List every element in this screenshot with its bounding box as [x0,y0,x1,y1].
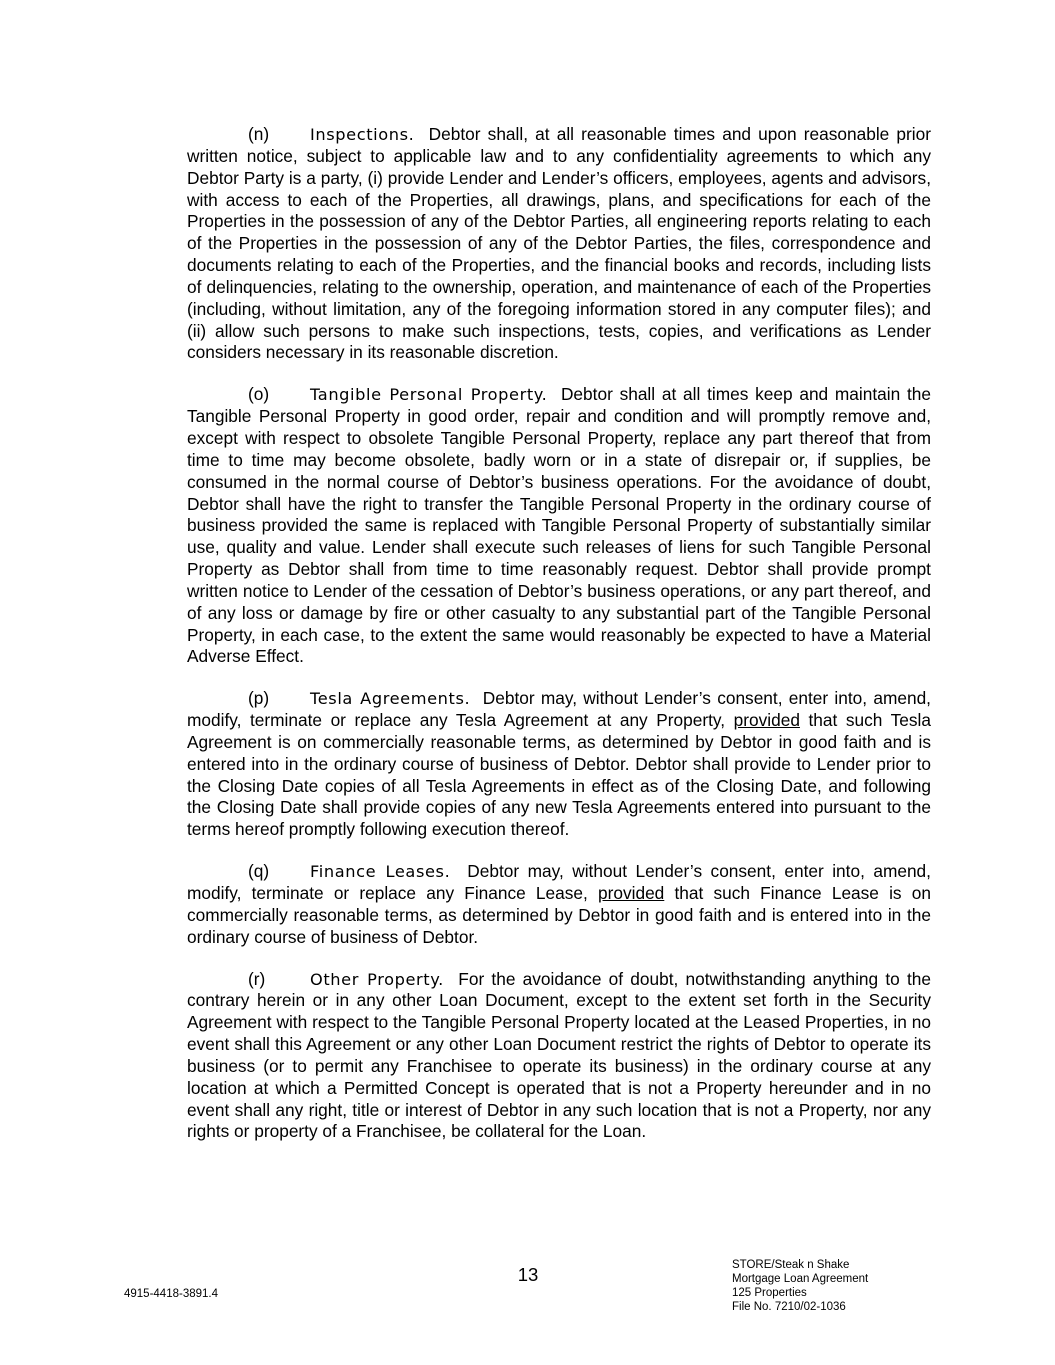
section-heading: Inspections. [310,125,415,144]
section-other-property [187,969,931,1144]
section-heading: Other Property. [310,969,444,989]
section-text: For the avoidance of doubt, notwithstanding anything to the contrary herein or in any other Loan Document, except to the extent set forth in the Security Agreement with respect to the Tangible Personal Property located at the Leased Properties, in no event shall this Agreement or any other Loan Document restrict the rights of Debtor to operate its business (or to permit any Franchisee to operate its business) in the ordinary course at any location at which a Permitted Concept is operated that is not a Property hereunder and in no event shall any right, title or interest of Debtor in any such location that is not a Property, nor any rights or property of a Franchisee, be collateral for the Loan. [187,968,931,1142]
section-tesla-agreements [187,688,931,841]
document-id: 4915-4418-3891.4 [124,1288,218,1300]
section-number: (o) [248,384,270,405]
footer-line-project: STORE/Steak n Shake [732,1259,850,1271]
section-text: Debtor shall, at all reasonable times and upon reasonable prior written notice, subject to applicable law and to any confidentiality agreements to which any Debtor Party is a party, (i) provide Lender and Lender’s officers, employees, agents and advisors, with access to each of the Properties, all drawings, plans, and specifications for each of the Properties in the possession of any of the Debtor Parties, all engineering reports relating to each of the Properties in the possession of any of the Debtor Parties, the files, correspondence and documents relating to each of the Properties, and the financial books and records, including lists of delinquencies, relating to the ownership, operation, and maintenance of each of the Properties (including, without limitation, any of the foregoing information stored in any computer files); and (ii) allow such persons to make such inspections, tests, copies, and verifications as Lender considers necessary in its reasonable discretion. [187,124,931,363]
footer-line-properties: 125 Properties [732,1287,807,1299]
section-number: (n) [248,124,270,144]
footer-line-agreement: Mortgage Loan Agreement [732,1273,869,1285]
section-number: (p) [248,688,270,709]
underlined-provided: provided [733,710,800,731]
section-text-before: Debtor may, without Lender’s consent, enter into, amend, modify, terminate or replace any Finance Lease, [187,861,931,903]
section-heading: Tesla Agreements. [310,689,471,709]
page-number: 13 [517,1264,539,1285]
section-finance-leases [187,861,931,948]
document-body [187,124,931,1163]
underlined-provided: provided [598,883,665,903]
section-heading: Tangible Personal Property. [310,385,548,405]
section-text-before: Debtor may, without Lender’s consent, enter into, amend, modify, terminate or replace any Tesla Agreement at any Property, [187,688,931,731]
section-text-after: that such Finance Lease is on commercially reasonable terms, as determined by Debtor in good faith and is entered into in the ordinary course of business of Debtor. [187,883,931,947]
footer-line-file-number: File No. 7210/02-1036 [732,1301,846,1313]
section-text: Debtor shall at all times keep and maintain the Tangible Personal Property in good order, repair and condition and will promptly remove and, except with respect to obsolete Tangible Personal Property, replace any part thereof that from time to time may become obsolete, badly worn or in a state of disrepair or, if supplies, be consumed in the normal course of Debtor’s business operations. For the avoidance of doubt, Debtor shall have the right to transfer the Tangible Personal Property in the ordinary course of business provided the same is replaced with Tangible Personal Property of substantially similar use, quality and value. Lender shall execute such releases of liens for such Tangible Personal Property as Debtor shall from time to time reasonably request. Debtor shall provide prompt written notice to Lender of the cessation of Debtor’s business operations, or any part thereof, and of any loss or damage by fire or other casualty to any substantial part of the Tangible Personal Property, in each case, to the extent the same would reasonably be expected to have a Material Adverse Effect. [187,384,932,667]
section-heading: Finance Leases. [310,862,451,882]
footer-document-info [732,1258,868,1314]
section-tangible-personal-property [187,384,931,668]
section-number: (q) [248,861,270,882]
section-inspections [187,124,931,364]
section-number: (r) [248,968,266,989]
section-text-after: that such Tesla Agreement is on commercially reasonable terms, as determined by Debtor in good faith and is entered into in the ordinary course of business of Debtor. Debtor shall provide to Lender prior to the Closing Date copies of all Tesla Agreements in effect as of the Closing Date, and following the Closing Date shall provide copies of any new Tesla Agreements entered into pursuant to the terms hereof promptly following execution thereof. [187,710,931,840]
